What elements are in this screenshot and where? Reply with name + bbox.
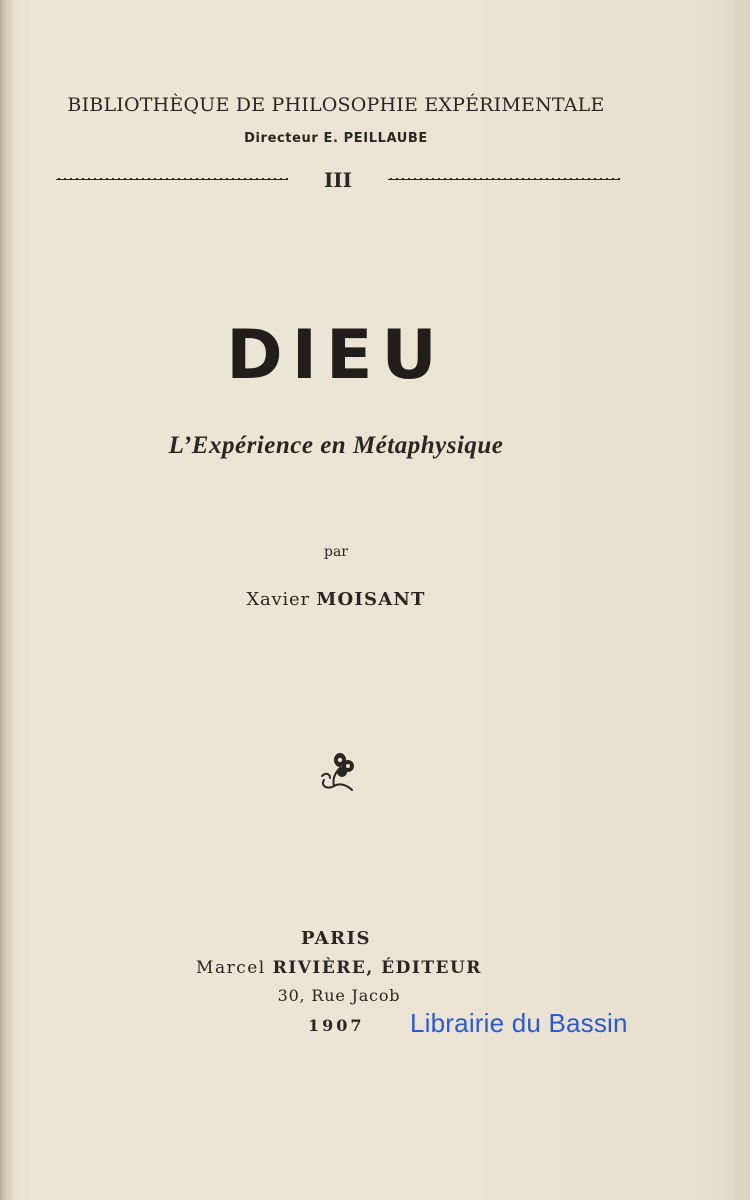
seller-watermark: Librairie du Bassin [410,1008,628,1038]
volume-rule-row [0,168,672,192]
cross-rule-left [56,176,288,182]
imprint-year: 1907 [308,1016,365,1035]
imprint-publisher [0,958,678,978]
subtitle: L’Expérience en Métaphysique [168,432,504,459]
imprint-city: PARIS [300,928,372,949]
publisher-prefix: Marcel [196,958,266,978]
cross-rule-right [388,176,620,182]
fleuron-icon [318,750,358,792]
by-label: par [323,544,348,560]
main-title: DIEU [226,316,446,395]
publisher-name: RIVIÈRE, ÉDITEUR [272,958,482,978]
author-first-name: Xavier [246,589,310,610]
author-name [0,589,672,610]
imprint-address: 30, Rue Jacob [277,986,401,1005]
director-line: Directeur E. PEILLAUBE [244,131,428,146]
series-title: BIBLIOTHÈQUE DE PHILOSOPHIE EXPÉRIMENTALE [67,94,605,116]
author-last-name: MOISANT [316,589,426,610]
volume-number: III [323,168,353,192]
